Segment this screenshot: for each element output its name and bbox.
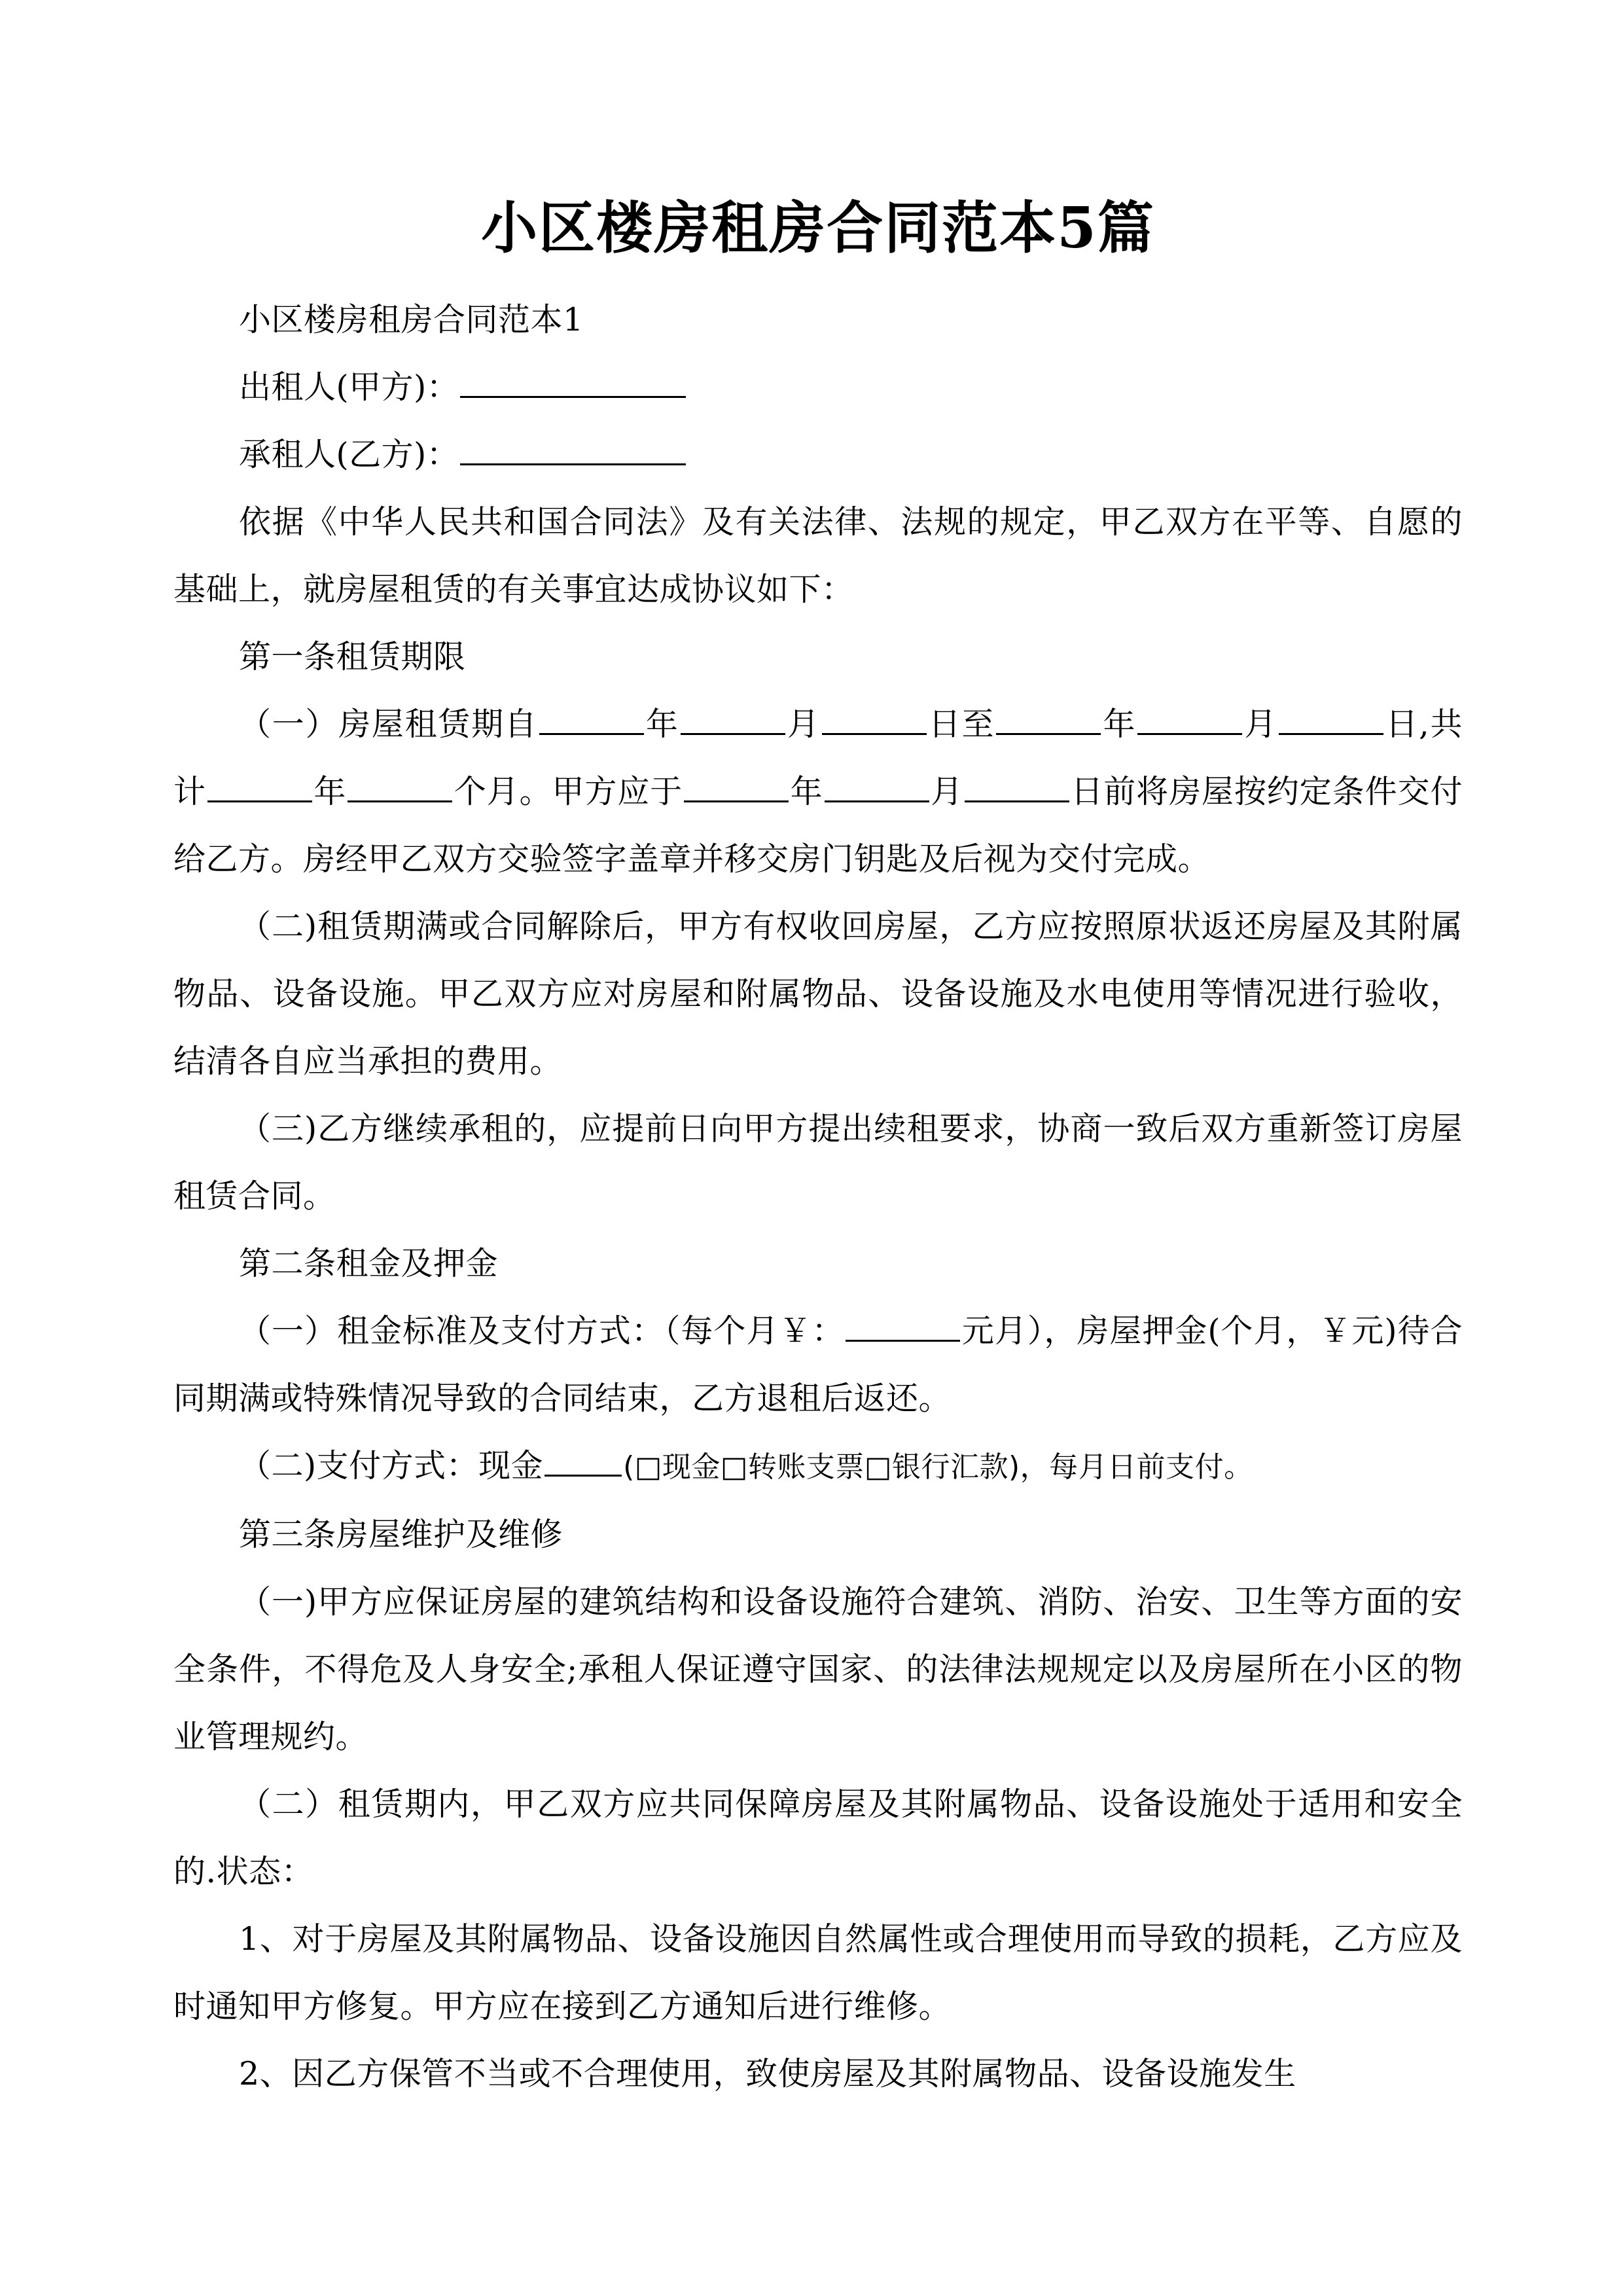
unit-year-4: 年 — [790, 772, 823, 810]
unit-day-total: 日,共计 — [173, 705, 1463, 810]
section-heading-2: 第二条租金及押金 — [239, 1244, 499, 1282]
clause-3-4: 2、因乙方保管不当或不合理使用，致使房屋及其附属物品、设备设施发生 — [239, 2054, 1296, 2092]
preamble-paragraph: 依据《中华人民共和国合同法》及有关法律、法规的规定，甲乙双方在平等、自愿的基础上，就房屋租赁的有关事宜达成协议如下： — [173, 503, 1463, 608]
blank-delivery-year[interactable] — [684, 768, 789, 802]
unit-year-3: 年 — [313, 772, 347, 810]
clause-2-1 — [173, 1297, 1463, 1432]
unit-month-3: 月 — [930, 772, 963, 810]
lessee-line — [173, 421, 1463, 488]
unit-year-1: 年 — [645, 705, 679, 743]
blank-end-year[interactable] — [996, 700, 1101, 735]
clause-3-2: （二）租赁期内，甲乙双方应共同保障房屋及其附属物品、设备设施处于适用和安全的.状态： — [173, 1785, 1463, 1890]
lessor-label: 出租人(甲方)： — [239, 368, 459, 406]
blank-delivery-month[interactable] — [825, 768, 929, 802]
blank-monthly-rent[interactable] — [846, 1307, 960, 1342]
blank-total-years[interactable] — [207, 768, 312, 802]
clause-2-2-prefix: （二)支付方式：现金 — [239, 1446, 544, 1484]
clause-2-2 — [173, 1432, 1463, 1501]
clause-1-2: （二)租赁期满或合同解除后，甲方有权收回房屋，乙方应按照原状返还房屋及其附属物品、设备设施。甲乙双方应对房屋和附属物品、设备设施及水电使用等情况进行验收，结清各自应当承担的费用。 — [173, 907, 1463, 1080]
lessor-line — [173, 353, 1463, 421]
lessee-label: 承租人(乙方)： — [239, 435, 459, 473]
unit-month-1: 月 — [786, 705, 821, 743]
clause-1-1-prefix: （一）房屋租赁期自 — [239, 705, 538, 743]
blank-start-month[interactable] — [681, 700, 785, 735]
clause-2-1-suffix: 元月），房屋押金(个月，￥元)待合同期满或特殊情况导致的合同结束，乙方退租后返还。 — [173, 1312, 1463, 1417]
clause-1-3: （三)乙方继续承租的，应提前日向甲方提出续租要求，协商一致后双方重新签订房屋租赁合同。 — [173, 1109, 1463, 1215]
blank-cash-amount[interactable] — [544, 1442, 622, 1477]
unit-month-2: 月 — [1243, 705, 1278, 743]
unit-year-2: 年 — [1102, 705, 1137, 743]
blank-start-year[interactable] — [539, 700, 644, 735]
payment-method-checkboxes[interactable]: (□现金□转账支票□银行汇款)，每月日前支付。 — [623, 1450, 1253, 1484]
unit-months-delivery: 个月。甲方应于 — [454, 772, 683, 810]
section-heading-1: 第一条租赁期限 — [239, 637, 466, 675]
document-subtitle: 小区楼房租房合同范本1 — [239, 300, 584, 338]
clause-3-1: （一)甲方应保证房屋的建筑结构和设备设施符合建筑、消防、治安、卫生等方面的安全条件，不得危及人身安全;承租人保证遵守国家、的法律法规规定以及房屋所在小区的物业管理规约。 — [173, 1583, 1463, 1755]
blank-end-month[interactable] — [1137, 700, 1242, 735]
page-title: 小区楼房租房合同范本5篇 — [481, 195, 1155, 261]
clause-3-3: 1、对于房屋及其附属物品、设备设施因自然属性或合理使用而导致的损耗，乙方应及时通知甲方修复。甲方应在接到乙方通知后进行维修。 — [173, 1920, 1463, 2025]
lessor-blank[interactable] — [460, 363, 686, 398]
blank-delivery-day[interactable] — [965, 768, 1069, 802]
clause-1-1 — [173, 691, 1463, 893]
unit-day-to: 日至 — [927, 705, 995, 743]
document-body — [173, 286, 1463, 2108]
blank-end-day[interactable] — [1279, 700, 1383, 735]
section-heading-3: 第三条房屋维护及维修 — [239, 1515, 563, 1553]
blank-start-day[interactable] — [822, 700, 927, 735]
clause-1-1-tail: 日前将房屋按约定条件交付给乙方。房经甲乙双方交验签字盖章并移交房门钥匙及后视为交付完成。 — [173, 772, 1463, 878]
lessee-blank[interactable] — [460, 431, 686, 465]
clause-2-1-prefix: （一）租金标准及支付方式：（每个月￥： — [239, 1312, 845, 1350]
blank-total-months[interactable] — [348, 768, 452, 802]
